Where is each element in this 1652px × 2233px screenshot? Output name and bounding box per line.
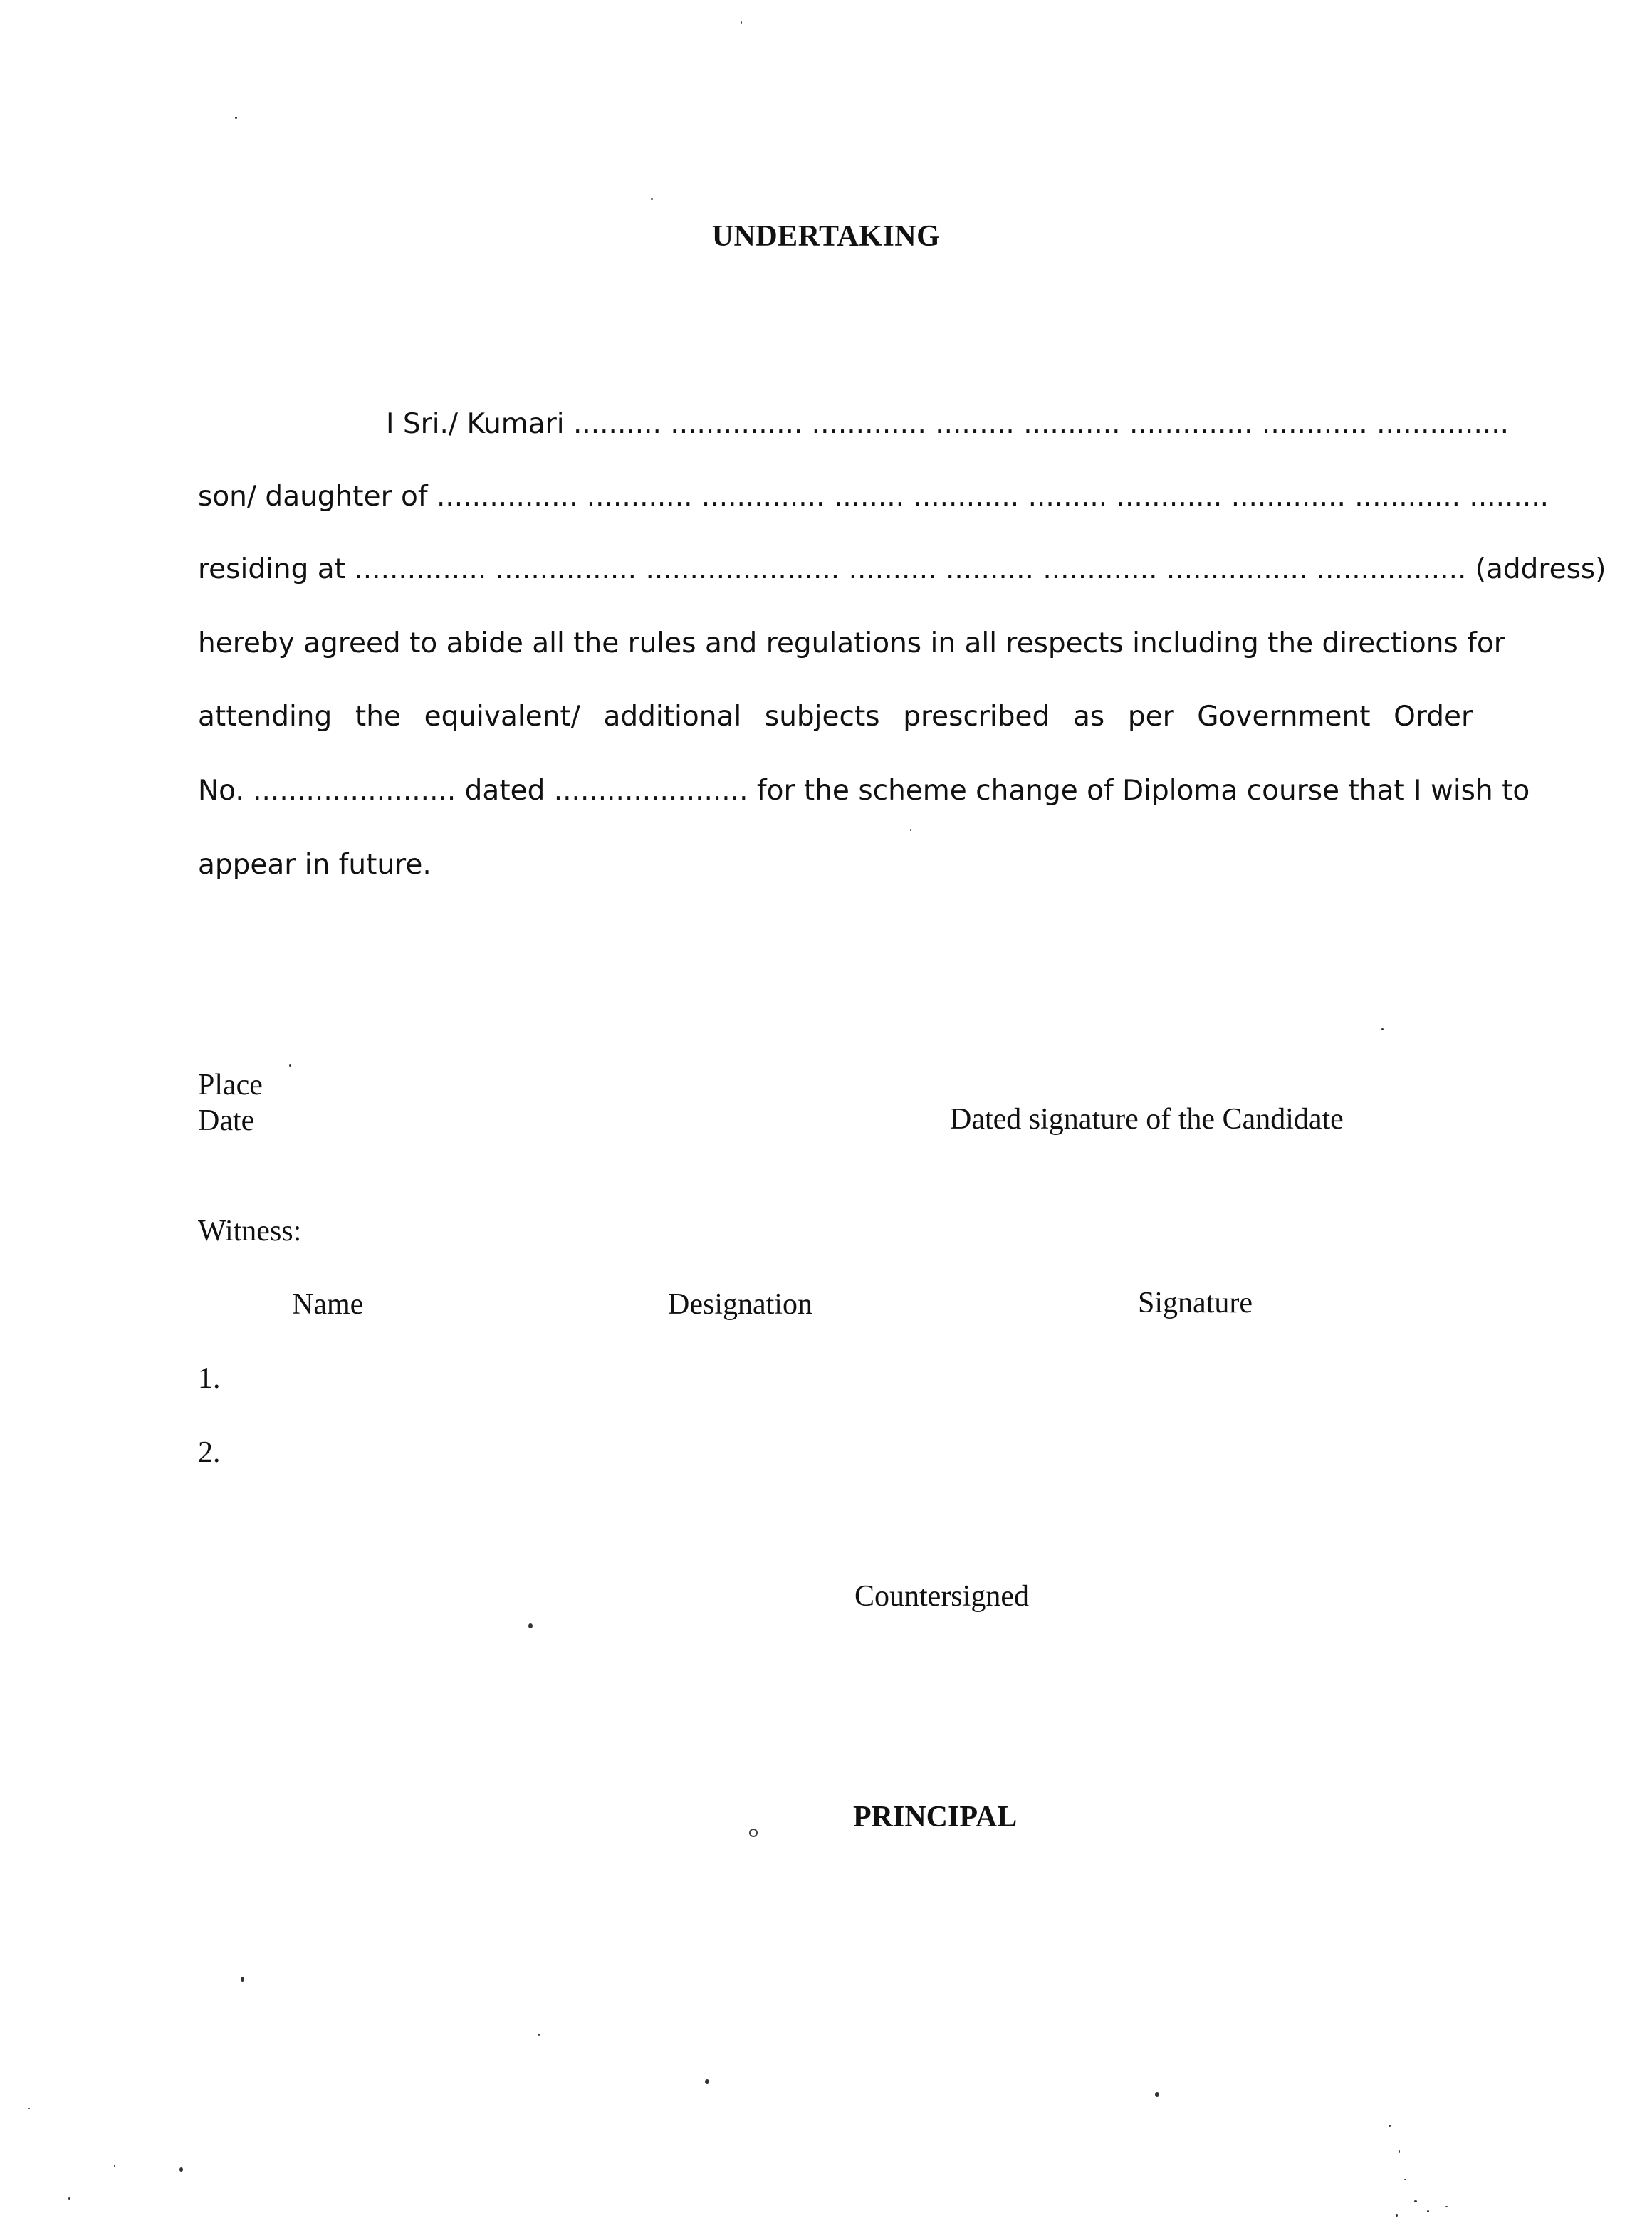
- scan-speck: [1446, 2206, 1448, 2207]
- scan-speck: [749, 1829, 758, 1837]
- scan-speck: [1381, 1028, 1384, 1030]
- scan-speck: [289, 1064, 291, 1067]
- scan-speck: [528, 1623, 533, 1628]
- paragraph-line-order: No. ....................... dated ...................... for the scheme change of Diploma course that I wish to: [198, 775, 1530, 807]
- document-title: UNDERTAKING: [711, 220, 941, 253]
- candidate-signature-label: Dated signature of the Candidate: [950, 1103, 1344, 1136]
- scan-speck: [651, 198, 653, 200]
- scan-speck: [705, 2079, 709, 2084]
- scan-speck: [910, 829, 911, 831]
- countersigned-label: Countersigned: [854, 1580, 1029, 1613]
- paragraph-line-name: I Sri./ Kumari .......... ............... ............. ......... ........... .............. ............ ...............: [386, 408, 1510, 440]
- scan-speck: [241, 1977, 244, 1982]
- place-label: Place: [198, 1069, 263, 1102]
- scan-speck: [1399, 2150, 1400, 2153]
- scan-speck: [1427, 2210, 1429, 2212]
- scan-speck: [1389, 2125, 1391, 2127]
- scan-speck: [741, 21, 742, 24]
- witness-row-number: 2.: [198, 1436, 221, 1469]
- paragraph-line-subjects: attending the equivalent/ additional subjects prescribed as per Government Order: [198, 701, 1473, 733]
- date-label: Date: [198, 1104, 255, 1137]
- paragraph-line-closing: appear in future.: [198, 849, 432, 881]
- witness-column-signature: Signature: [1138, 1287, 1253, 1319]
- witness-label: Witness:: [198, 1215, 302, 1248]
- scan-speck: [1404, 2179, 1406, 2180]
- principal-label: PRINCIPAL: [853, 1801, 1018, 1834]
- witness-row-number: 1.: [198, 1362, 221, 1395]
- scan-speck: [538, 2034, 540, 2036]
- scan-speck: [1155, 2092, 1159, 2097]
- scan-speck: [28, 2108, 30, 2109]
- scan-speck: [68, 2197, 70, 2200]
- scan-speck: [1414, 2200, 1417, 2202]
- scan-speck: [235, 117, 237, 119]
- paragraph-line-agreement: hereby agreed to abide all the rules and regulations in all respects including the directions for: [198, 627, 1505, 659]
- scan-speck: [114, 2165, 115, 2167]
- scan-speck: [179, 2167, 183, 2172]
- scan-speck: [1396, 2214, 1398, 2217]
- paragraph-line-address: residing at ............... ................ ...................... .......... .......... ............. ................ ................. (address): [198, 553, 1606, 585]
- witness-column-name: Name: [292, 1288, 364, 1321]
- paragraph-line-parent: son/ daughter of ................ ............ .............. ........ ............ ......... ............ ............. ............ .........: [198, 481, 1549, 513]
- witness-column-designation: Designation: [668, 1288, 812, 1321]
